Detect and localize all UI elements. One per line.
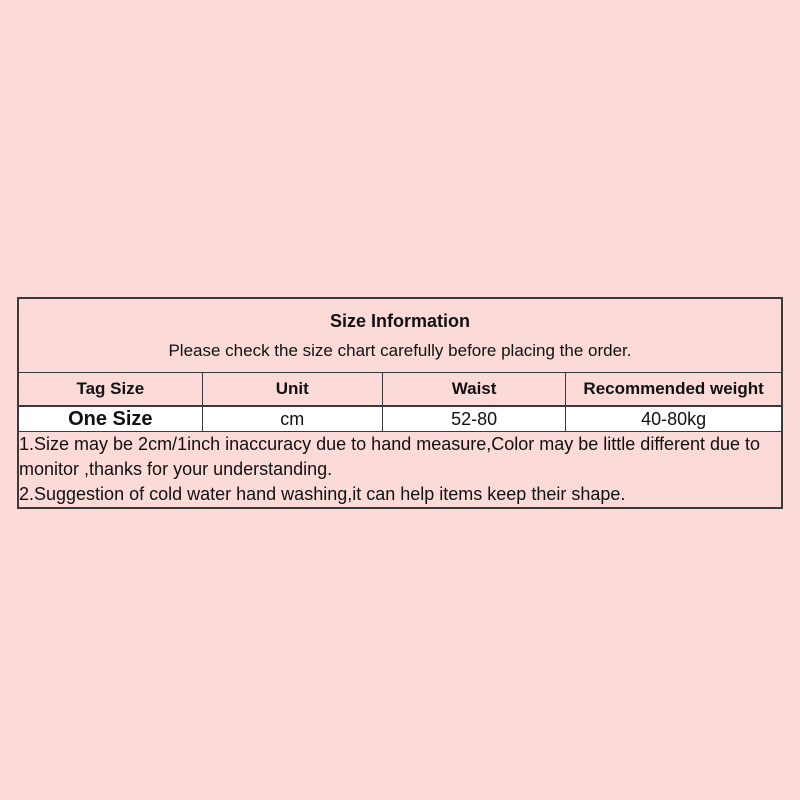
table-title: Size Information — [329, 310, 470, 331]
size-data-row — [18, 406, 782, 432]
column-header-recommended-weight: Recommended weight — [566, 373, 782, 407]
column-header-row — [18, 373, 782, 407]
waist-value: 52-80 — [382, 406, 565, 432]
size-chart-table — [17, 297, 783, 509]
column-header-waist: Waist — [382, 373, 565, 407]
notes-row — [18, 432, 782, 509]
unit-value: cm — [202, 406, 382, 432]
note-washing-suggestion: 2.Suggestion of cold water hand washing,it can help items keep their shape. — [19, 484, 626, 504]
title-row — [18, 298, 782, 373]
recommended-weight-value: 40-80kg — [566, 406, 782, 432]
column-header-unit: Unit — [202, 373, 382, 407]
title-cell — [18, 298, 782, 373]
tag-size-value: One Size — [18, 406, 202, 432]
column-header-tag-size: Tag Size — [18, 373, 202, 407]
note-measure-disclaimer: 1.Size may be 2cm/1inch inaccuracy due to hand measure,Color may be little different due to monitor ,thanks for your understanding. — [19, 434, 761, 479]
table-subtitle: Please check the size chart carefully before placing the order. — [168, 340, 632, 360]
notes-cell — [18, 432, 782, 509]
